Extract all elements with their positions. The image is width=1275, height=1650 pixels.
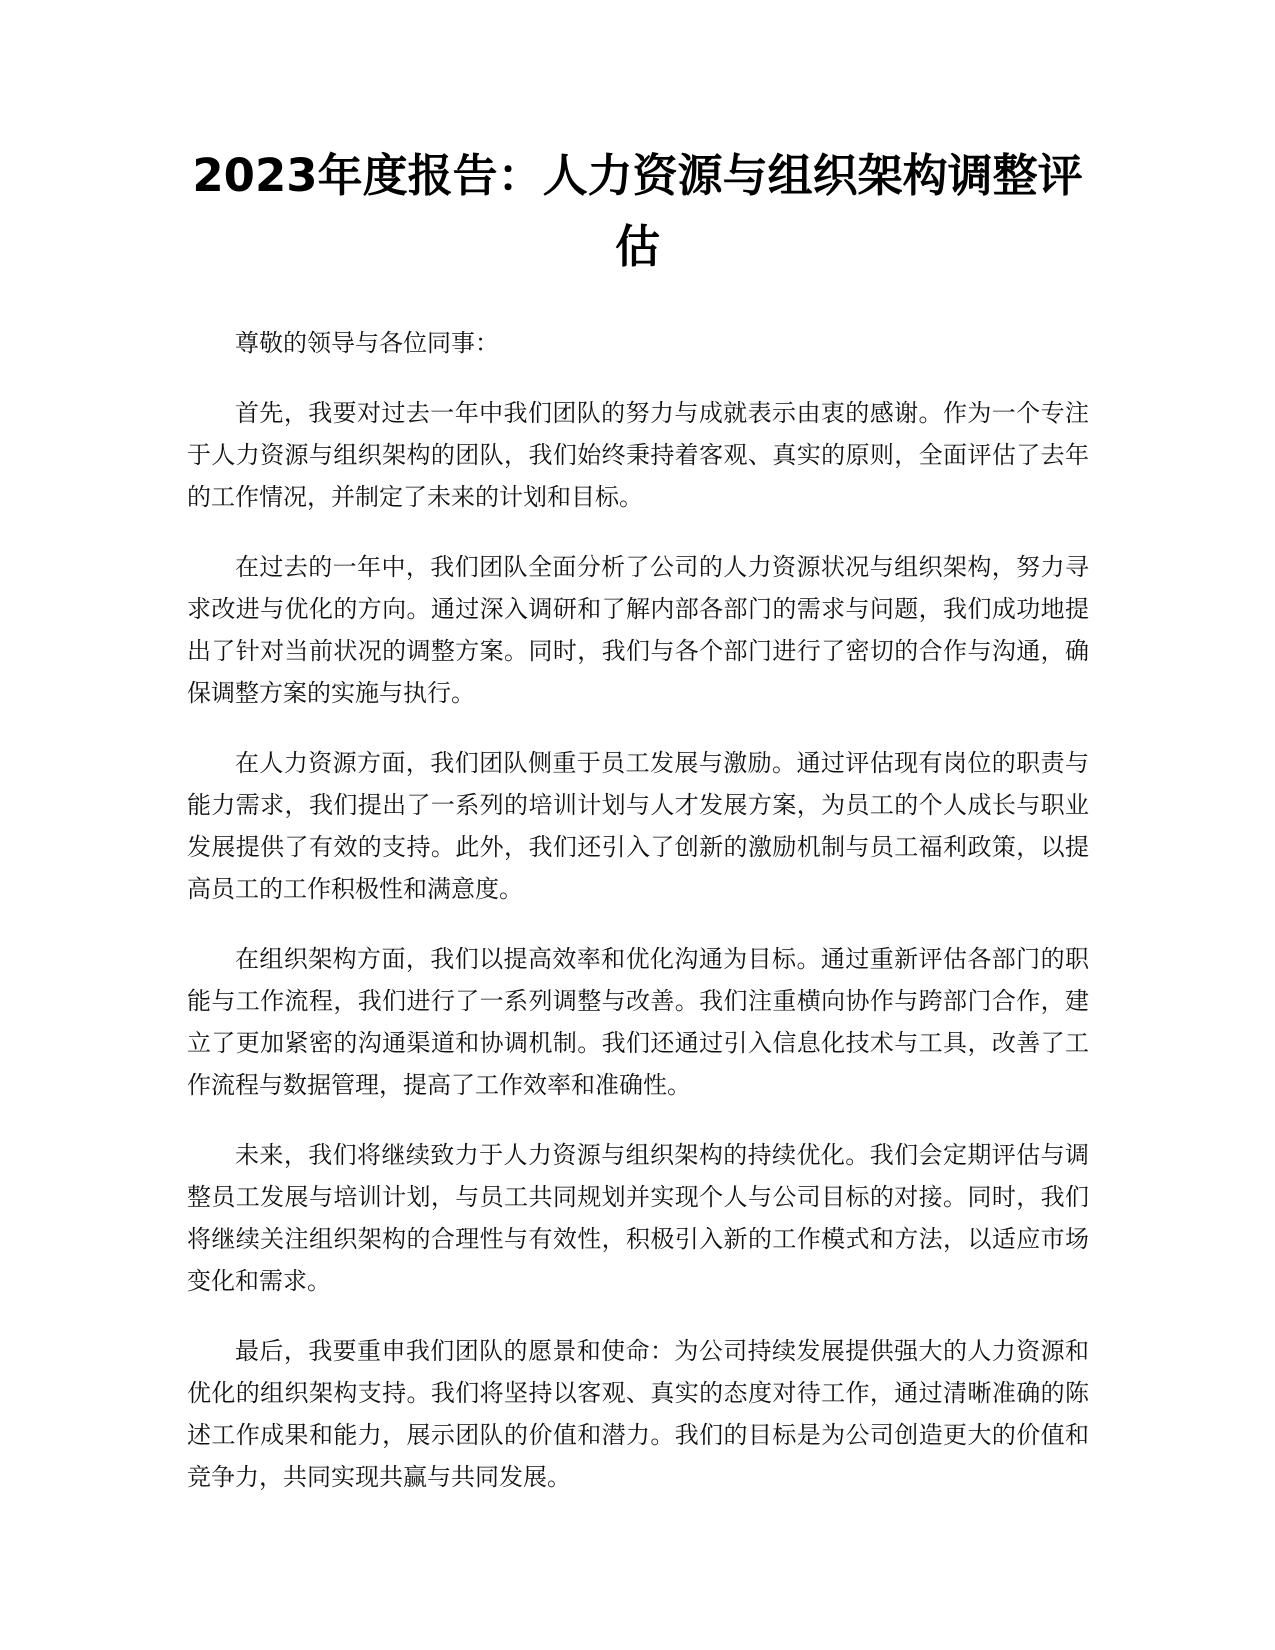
body-paragraph: 未来，我们将继续致力于人力资源与组织架构的持续优化。我们会定期评估与调整员工发展与培训计划，与员工共同规划并实现个人与公司目标的对接。同时，我们将继续关注组织架构的合理性与有效性，积极引入新的工作模式和方法，以适应市场变化和需求。 [187,1141,1089,1295]
body-paragraph: 在组织架构方面，我们以提高效率和优化沟通为目标。通过重新评估各部门的职能与工作流程，我们进行了一系列调整与改善。我们注重横向协作与跨部门合作，建立了更加紧密的沟通渠道和协调机制。我们还通过引入信息化技术与工具，改善了工作流程与数据管理，提高了工作效率和准确性。 [187,945,1089,1099]
body-paragraph: 首先，我要对过去一年中我们团队的努力与成就表示由衷的感谢。作为一个专注于人力资源与组织架构的团队，我们始终秉持着客观、真实的原则，全面评估了去年的工作情况，并制定了未来的计划和目标。 [187,399,1089,511]
salutation-paragraph: 尊敬的领导与各位同事： [235,329,499,357]
document-title: 2023年度报告：人力资源与组织架构调整评估 [192,149,1083,273]
body-paragraph: 在过去的一年中，我们团队全面分析了公司的人力资源状况与组织架构，努力寻求改进与优化的方向。通过深入调研和了解内部各部门的需求与问题，我们成功地提出了针对当前状况的调整方案。同时，我们与各个部门进行了密切的合作与沟通，确保调整方案的实施与执行。 [187,553,1089,707]
closing-paragraph: 最后，我要重申我们团队的愿景和使命：为公司持续发展提供强大的人力资源和优化的组织架构支持。我们将坚持以客观、真实的态度对待工作，通过清晰准确的陈述工作成果和能力，展示团队的价值和潜力。我们的目标是为公司创造更大的价值和竞争力，共同实现共赢与共同发展。 [187,1337,1089,1491]
body-paragraph: 在人力资源方面，我们团队侧重于员工发展与激励。通过评估现有岗位的职责与能力需求，我们提出了一系列的培训计划与人才发展方案，为员工的个人成长与职业发展提供了有效的支持。此外，我们还引入了创新的激励机制与员工福利政策，以提高员工的工作积极性和满意度。 [187,749,1089,903]
document-body [187,322,1089,1526]
